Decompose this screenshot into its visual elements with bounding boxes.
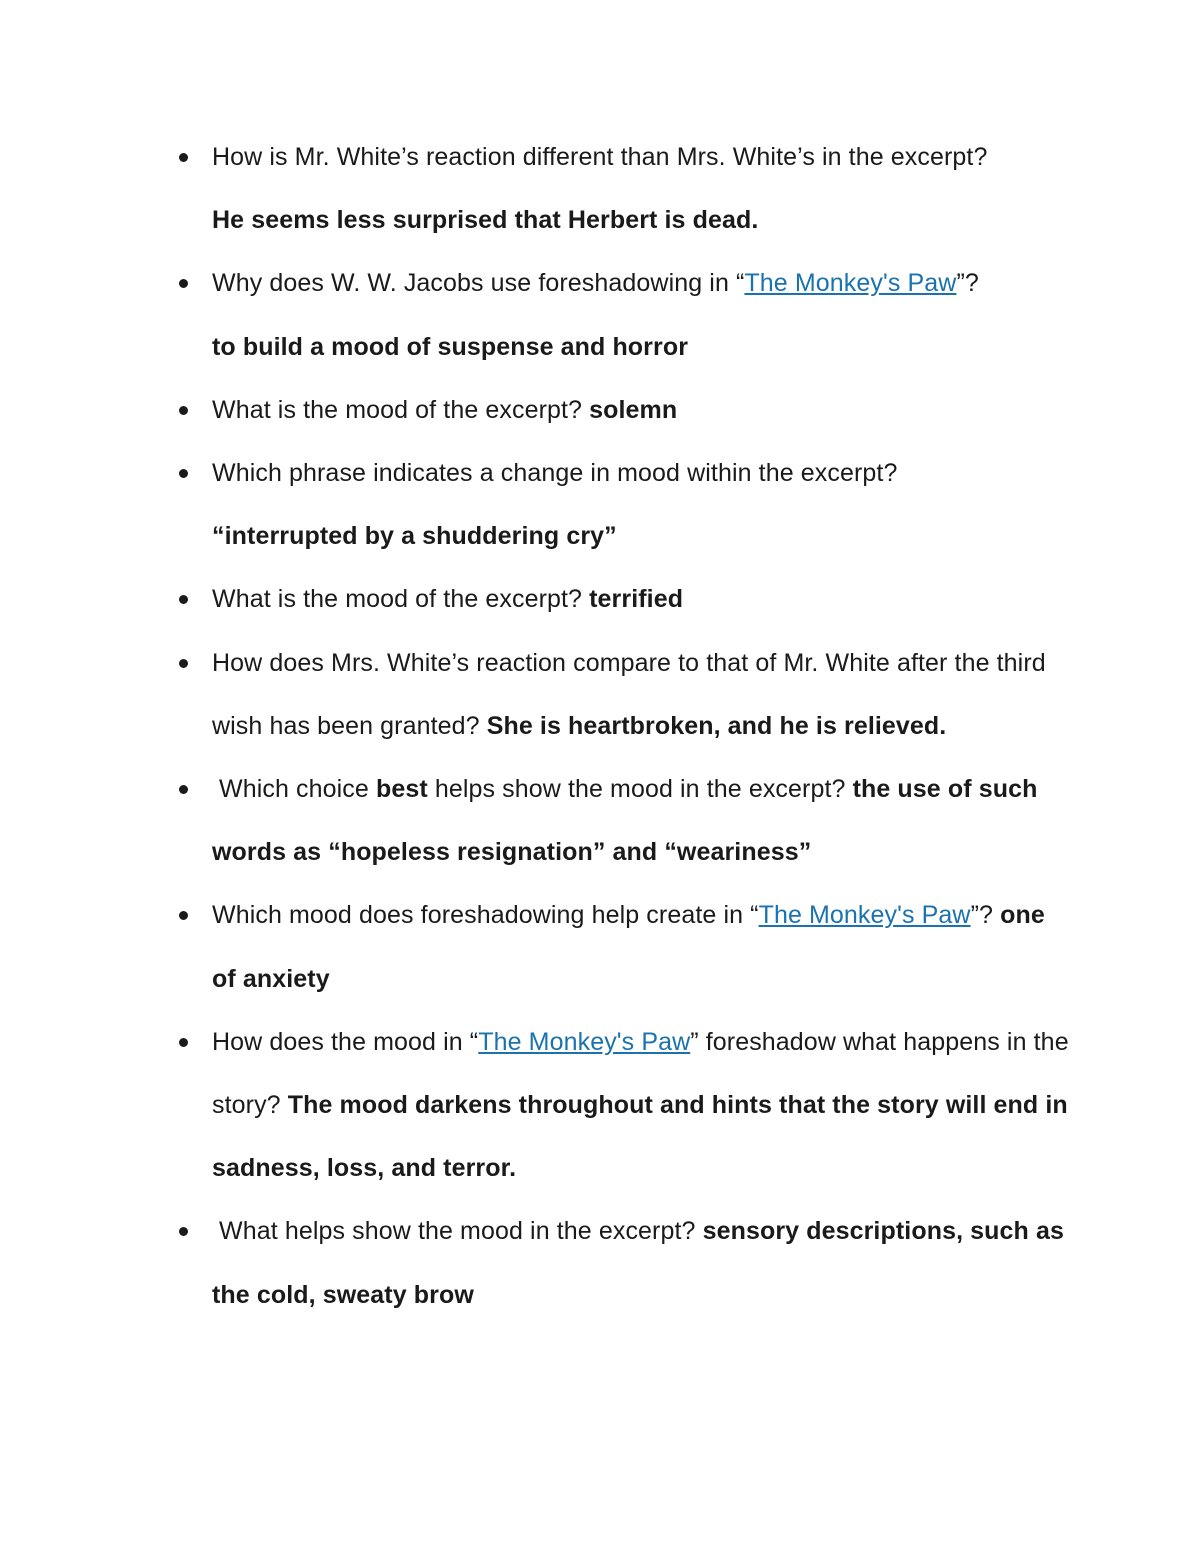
bullet-icon xyxy=(179,785,188,794)
answer-text: the use of such words as “hopeless resignation” and “weariness” xyxy=(212,775,1038,867)
list-item xyxy=(170,632,1070,758)
answer-text: terrified xyxy=(589,585,684,614)
question-text: Which mood does foreshadowing help create in “ xyxy=(212,901,759,930)
bullet-icon xyxy=(179,406,188,415)
bullet-icon xyxy=(179,1227,188,1236)
question-text: What is the mood of the excerpt? xyxy=(212,585,583,614)
bullet-icon xyxy=(179,595,188,604)
list-item xyxy=(170,126,1070,252)
question-text: Why does W. W. Jacobs use foreshadowing in “ xyxy=(212,269,745,298)
monkeys-paw-link[interactable]: The Monkey's Paw xyxy=(478,1027,691,1056)
monkeys-paw-link[interactable]: The Monkey's Paw xyxy=(744,269,957,298)
answer-text: solemn xyxy=(589,395,678,424)
answer-text: one of anxiety xyxy=(212,901,1045,993)
list-item xyxy=(170,442,1070,568)
bullet-icon xyxy=(179,911,188,920)
question-text-end: ”? xyxy=(956,269,979,298)
question-text: How does Mrs. White’s reaction compare to that of Mr. White after the third wish has been granted? xyxy=(212,648,1046,740)
monkeys-paw-link[interactable]: The Monkey's Paw xyxy=(758,901,971,930)
list-item xyxy=(170,884,1070,1010)
answer-text: “interrupted by a shuddering cry” xyxy=(212,522,617,551)
list-item xyxy=(170,252,1070,378)
bullet-icon xyxy=(179,153,188,162)
bullet-icon xyxy=(179,1038,188,1047)
question-text: How is Mr. White’s reaction different than Mrs. White’s in the excerpt? xyxy=(212,143,988,171)
question-text-end: ” foreshadow what happens in the story? xyxy=(212,1027,1069,1120)
question-answer-list xyxy=(170,126,1070,1327)
question-text: Which choice xyxy=(219,775,369,804)
list-item xyxy=(170,1011,1070,1201)
bullet-icon xyxy=(179,469,188,478)
answer-text: He seems less surprised that Herbert is dead. xyxy=(212,206,759,235)
question-text: What is the mood of the excerpt? xyxy=(212,395,583,424)
list-item xyxy=(170,758,1070,884)
question-text: How does the mood in “ xyxy=(212,1027,479,1056)
answer-text: She is heartbroken, and he is relieved. xyxy=(486,711,947,740)
list-item xyxy=(170,379,1070,442)
answer-text: sensory descriptions, such as the cold, sweaty brow xyxy=(212,1217,1064,1309)
question-text-end: helps show the mood in the excerpt? xyxy=(434,775,846,804)
list-item xyxy=(170,1200,1070,1326)
list-item xyxy=(170,568,1070,631)
bullet-icon xyxy=(179,279,188,288)
question-emphasis: best xyxy=(375,775,428,804)
question-text-end: ”? xyxy=(970,901,994,930)
answer-text: The mood darkens throughout and hints that the story will end in sadness, loss, and terror. xyxy=(212,1091,1068,1183)
question-text: What helps show the mood in the excerpt? xyxy=(219,1217,696,1246)
question-text: Which phrase indicates a change in mood within the excerpt? xyxy=(212,459,898,488)
bullet-icon xyxy=(179,659,188,668)
answer-text: to build a mood of suspense and horror xyxy=(212,332,689,361)
